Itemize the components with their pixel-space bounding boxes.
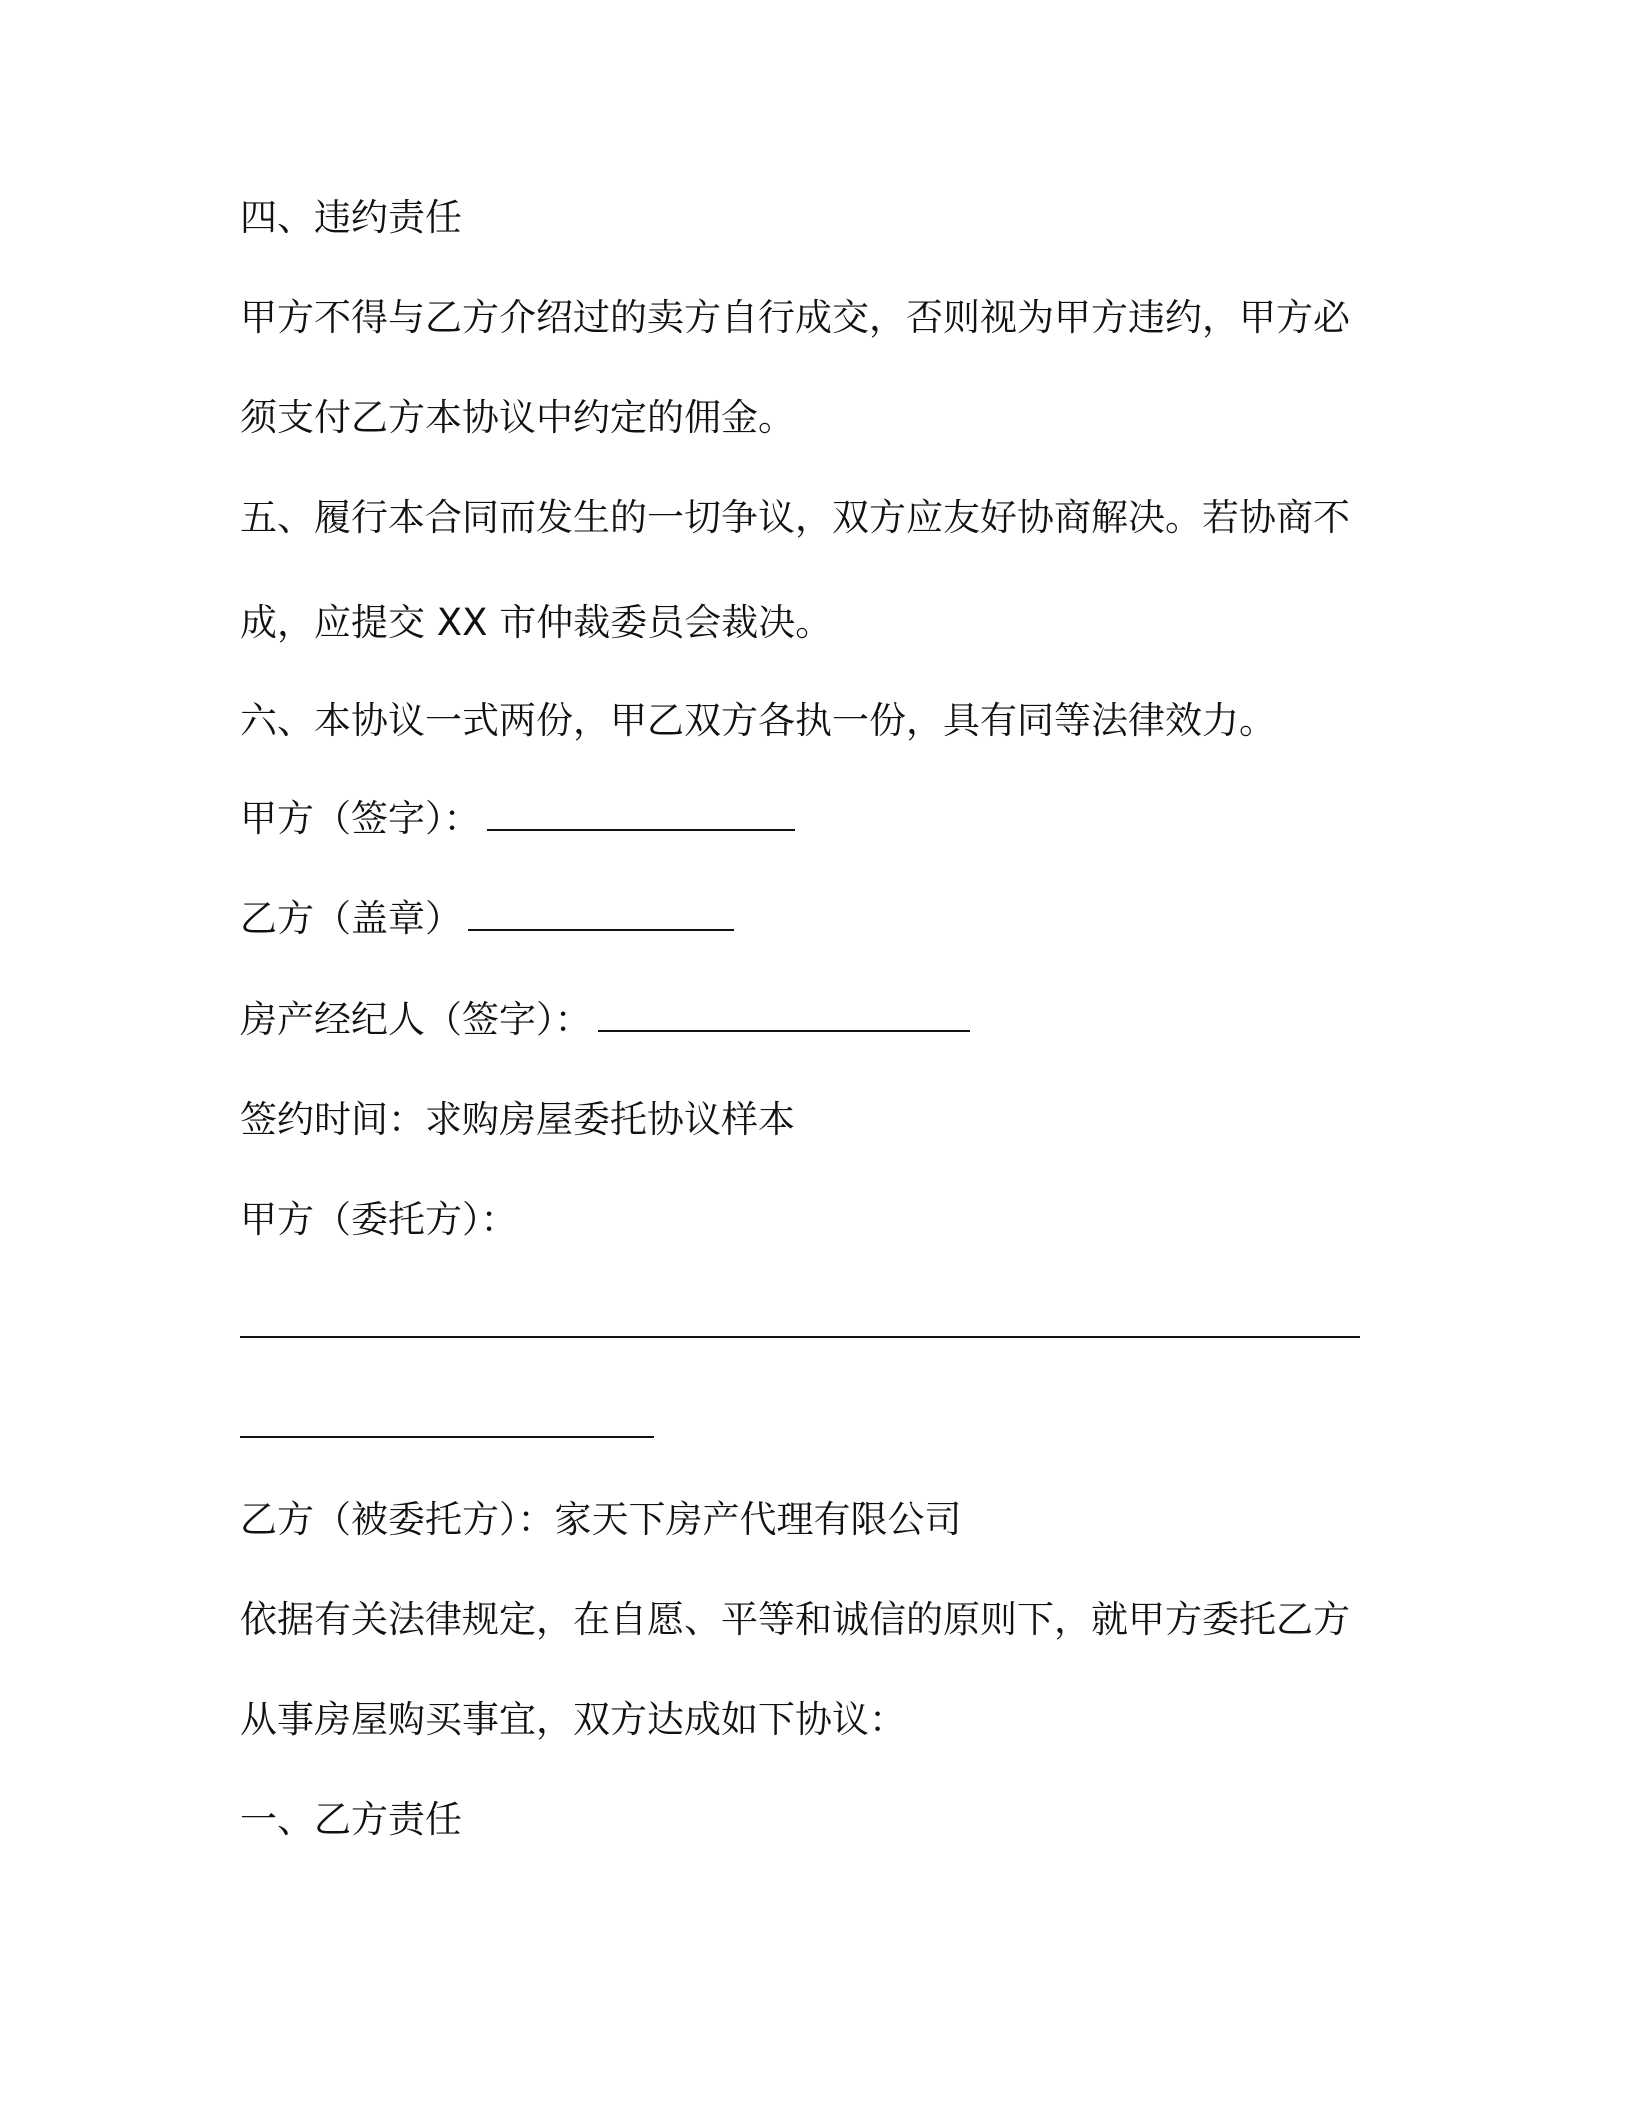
party-a-fill-blank[interactable] xyxy=(240,1336,1360,1338)
paragraph-line: 从事房屋购买事宜，双方达成如下协议： xyxy=(240,1698,906,1741)
party-a-client-label: 甲方（委托方）： xyxy=(240,1198,518,1241)
party-b-agent-line: 乙方（被委托方）：家天下房产代理有限公司 xyxy=(240,1498,962,1541)
paragraph-line: 须支付乙方本协议中约定的佣金。 xyxy=(240,396,795,439)
section-heading-breach: 四、违约责任 xyxy=(240,196,462,239)
paragraph-line: 依据有关法律规定，在自愿、平等和诚信的原则下，就甲方委托乙方 xyxy=(240,1598,1350,1641)
party-b-seal-line: 乙方（盖章） xyxy=(240,897,734,941)
agent-signature-line: 房产经纪人（签字）： xyxy=(240,998,970,1042)
seal-blank[interactable] xyxy=(468,899,734,931)
signature-blank[interactable] xyxy=(487,799,795,831)
paragraph-line: 甲方不得与乙方介绍过的卖方自行成交，否则视为甲方违约，甲方必 xyxy=(240,296,1350,339)
section-heading-copies: 六、本协议一式两份，甲乙双方各执一份，具有同等法律效力。 xyxy=(240,699,1276,742)
paragraph-line: 成，应提交 XX 市仲裁委员会裁决。 xyxy=(240,601,833,644)
section-heading-disputes: 五、履行本合同而发生的一切争议，双方应友好协商解决。若协商不 xyxy=(240,496,1350,539)
party-a-signature-line: 甲方（签字）： xyxy=(240,797,795,841)
signing-date-line: 签约时间：求购房屋委托协议样本 xyxy=(240,1098,795,1141)
section-heading-party-b-duties: 一、乙方责任 xyxy=(240,1798,462,1841)
signature-blank[interactable] xyxy=(598,1000,970,1032)
party-a-fill-blank[interactable] xyxy=(240,1436,654,1438)
